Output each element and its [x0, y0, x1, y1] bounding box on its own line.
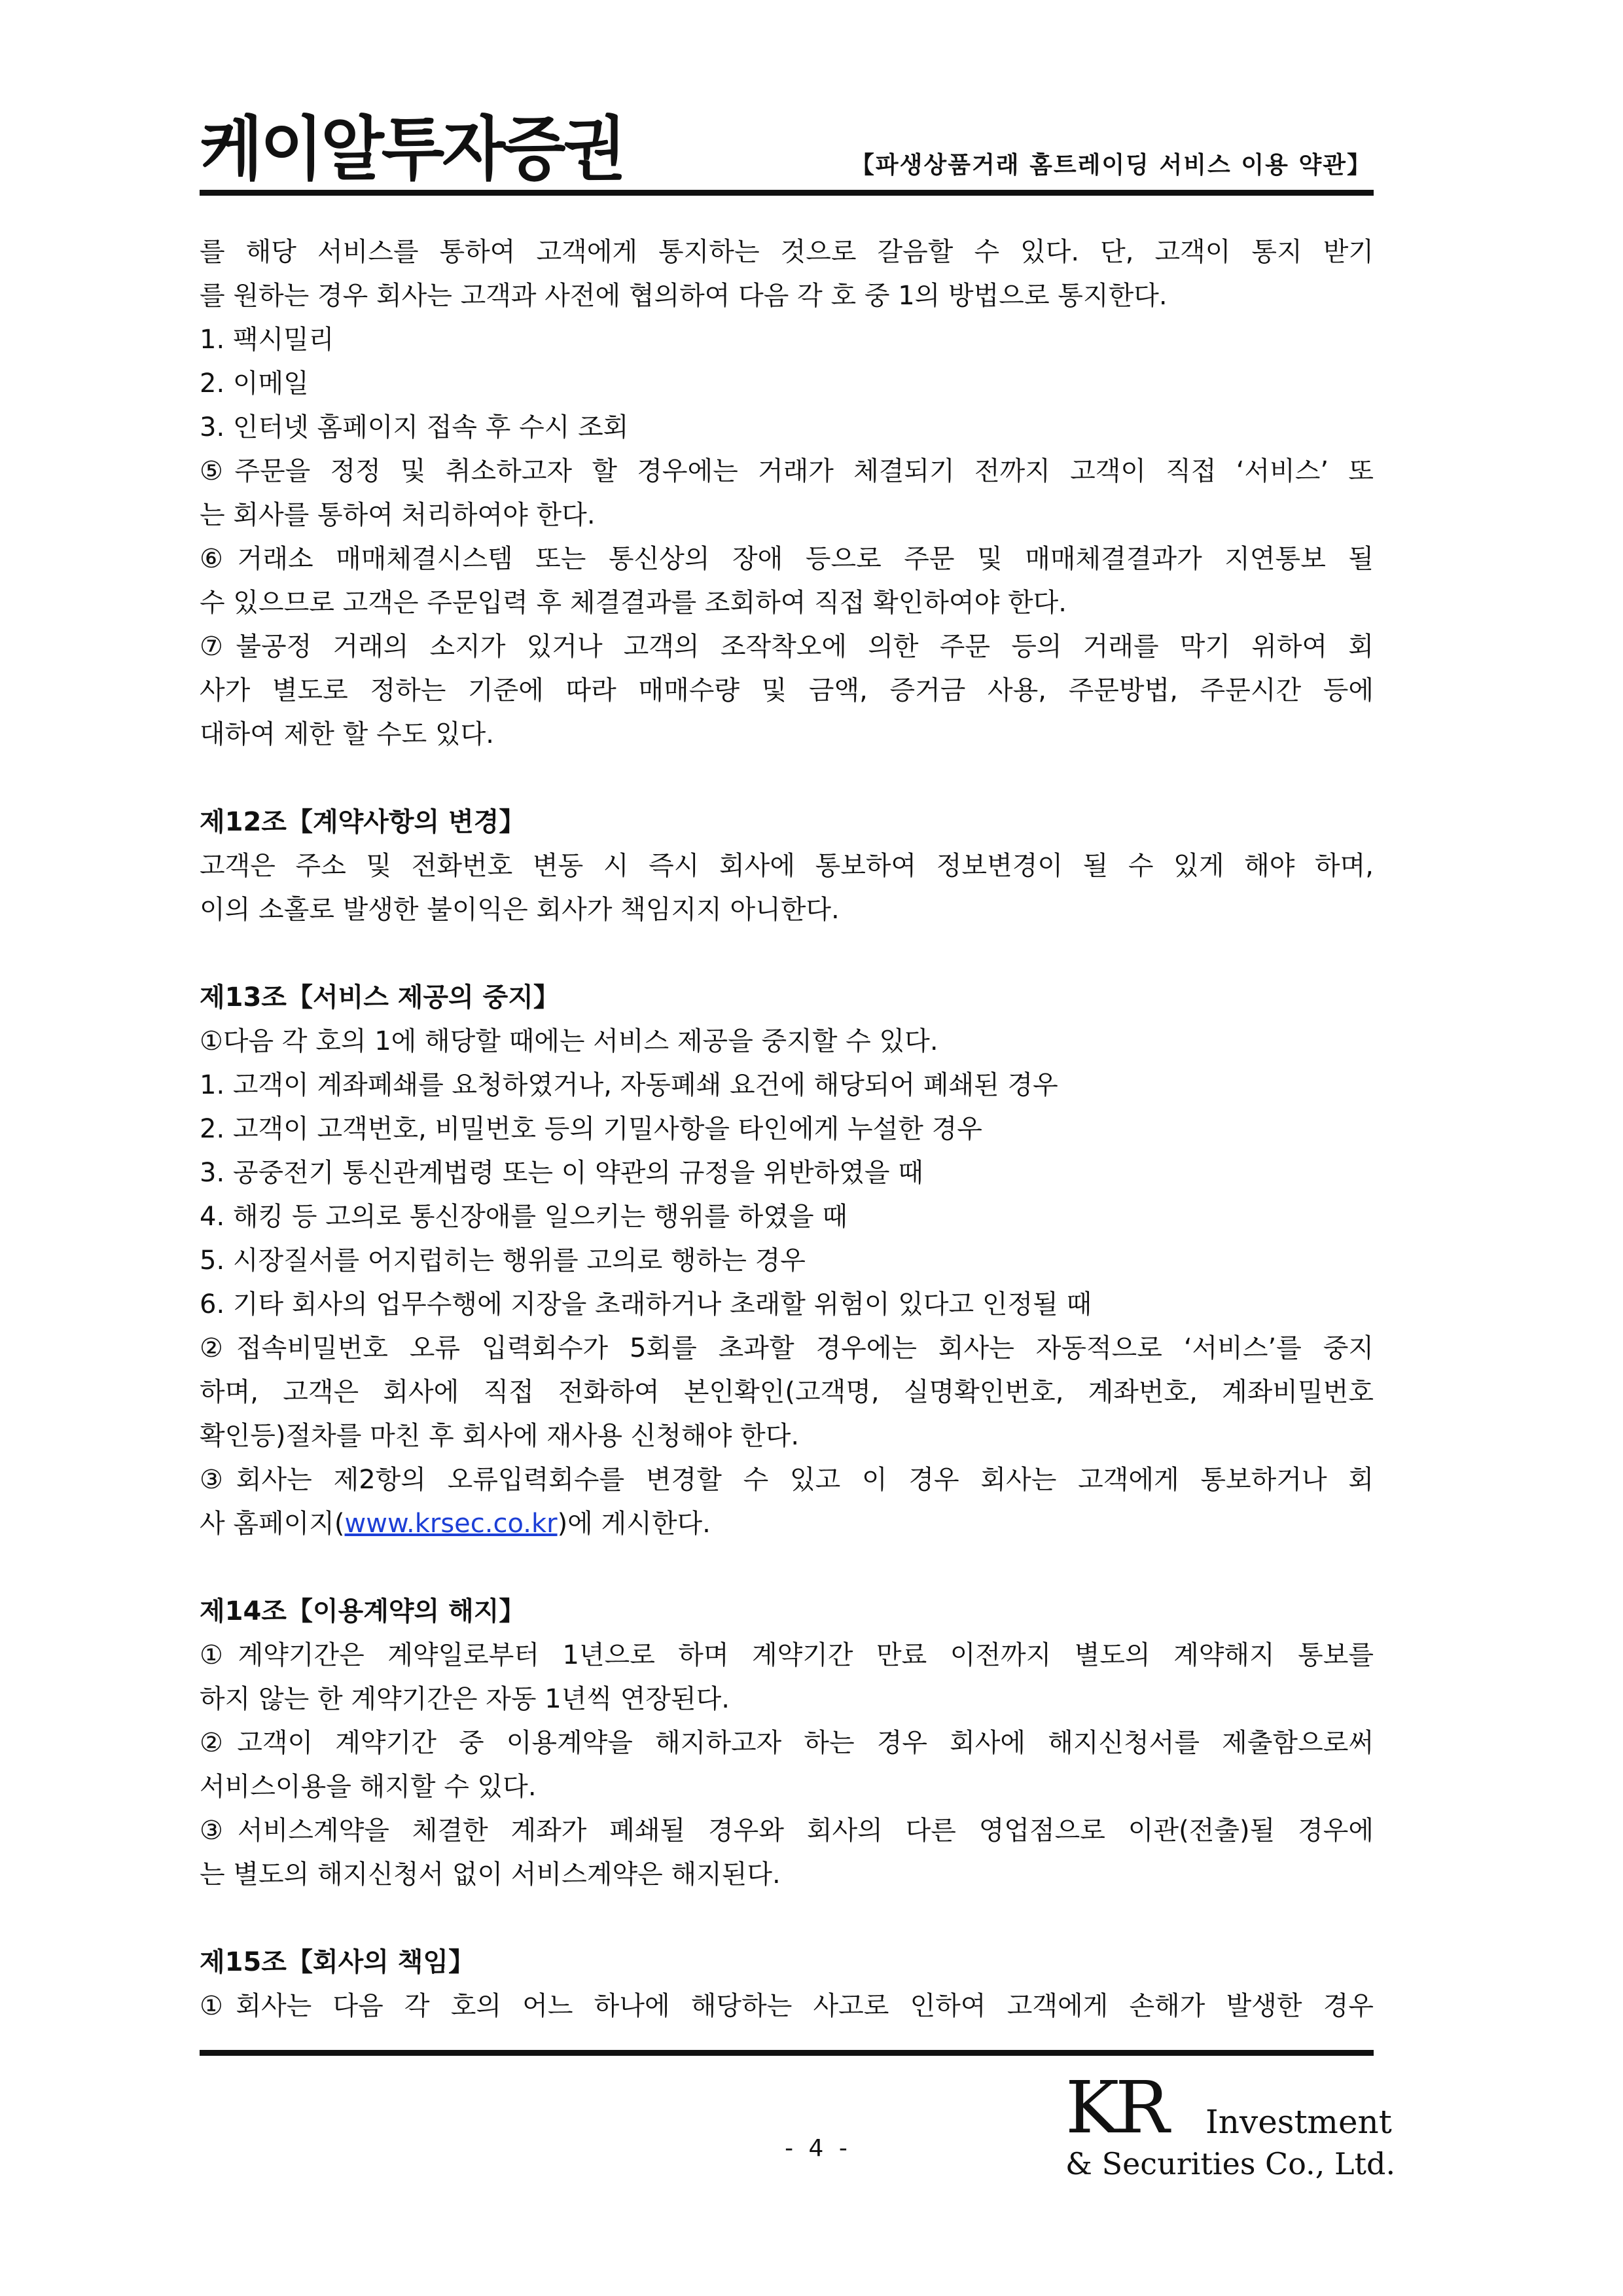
- article-12-heading: 제12조【계약사항의 변경】: [200, 807, 526, 837]
- text-line: 수 있으므로 고객은 주문입력 후 체결결과를 조회하여 직접 확인하여야 한다.: [200, 588, 1067, 618]
- article-15-heading: 제15조【회사의 책임】: [200, 1947, 475, 1977]
- text-line: ⑤주문을 정정 및 취소하고자 할 경우에는 거래가 체결되기 전까지 고객이 직접 ‘서비스’ 또: [200, 456, 1374, 486]
- text-line: 서비스이용을 해지할 수 있다.: [200, 1772, 537, 1802]
- text-line: 하며, 고객은 회사에 직접 전화하여 본인확인(고객명, 실명확인번호, 계좌번호, 계좌비밀번호: [200, 1377, 1374, 1407]
- list-item: 3. 공중전기 통신관계법령 또는 이 약관의 규정을 위반하였을 때: [200, 1158, 923, 1188]
- text-line: ①다음 각 호의 1에 해당할 때에는 서비스 제공을 중지할 수 있다.: [200, 1026, 938, 1056]
- article-13-heading: 제13조【서비스 제공의 중지】: [200, 982, 560, 1013]
- text-line: 이의 소홀로 발생한 불이익은 회사가 책임지지 아니한다.: [200, 895, 840, 925]
- document-title: 【파생상품거래 홈트레이딩 서비스 이용 약관】: [850, 152, 1372, 179]
- text-line: ③서비스계약을 체결한 계좌가 폐쇄될 경우와 회사의 다른 영업점으로 이관(전출)될 경우에: [200, 1816, 1374, 1846]
- text-line: 사가 별도로 정하는 기준에 따라 매매수량 및 금액, 증거금 사용, 주문방법, 주문시간 등에: [200, 675, 1374, 706]
- text-line: 를 원하는 경우 회사는 고객과 사전에 협의하여 다음 각 호 중 1의 방법으로 통지한다.: [200, 281, 1168, 311]
- list-item: 1. 고객이 계좌폐쇄를 요청하였거나, 자동폐쇄 요건에 해당되어 폐쇄된 경우: [200, 1070, 1058, 1100]
- text-line: 고객은 주소 및 전화번호 변동 시 즉시 회사에 통보하여 정보변경이 될 수 있게 해야 하며,: [200, 851, 1374, 881]
- text-line: ⑥거래소 매매체결시스템 또는 통신상의 장애 등으로 주문 및 매매체결결과가 지연통보 될: [200, 544, 1374, 574]
- text-line: ①계약기간은 계약일로부터 1년으로 하며 계약기간 만료 이전까지 별도의 계약해지 통보를: [200, 1640, 1374, 1670]
- brand-securities: & Securities Co., Ltd.: [1065, 2146, 1396, 2181]
- article-14-heading: 제14조【이용계약의 해지】: [200, 1596, 526, 1626]
- page-number: - 4 -: [785, 2135, 851, 2162]
- text-line: 는 회사를 통하여 처리하여야 한다.: [200, 500, 596, 530]
- header-divider: [200, 190, 1374, 196]
- text-line: ⑦불공정 거래의 소지가 있거나 고객의 조작착오에 의한 주문 등의 거래를 막기 위하여 회: [200, 632, 1374, 662]
- text-line: [200, 1502, 1374, 1546]
- text-line: ②접속비밀번호 오류 입력회수가 5회를 초과할 경우에는 회사는 자동적으로 ‘서비스’를 중지: [200, 1333, 1374, 1363]
- text-line: 하지 않는 한 계약기간은 자동 1년씩 연장된다.: [200, 1684, 730, 1714]
- text-line: 를 해당 서비스를 통하여 고객에게 통지하는 것으로 갈음할 수 있다. 단, 고객이 통지 받기: [200, 237, 1374, 267]
- list-item: 1. 팩시밀리: [200, 325, 334, 355]
- text-fragment: 사 홈페이지(: [200, 1509, 345, 1539]
- brand-kr: KR: [1065, 2066, 1166, 2149]
- text-line: 는 별도의 해지신청서 없이 서비스계약은 해지된다.: [200, 1859, 781, 1890]
- list-item: 2. 이메일: [200, 368, 309, 399]
- text-line: 대하여 제한 할 수도 있다.: [200, 719, 494, 749]
- list-item: 4. 해킹 등 고의로 통신장애를 일으키는 행위를 하였을 때: [200, 1202, 847, 1232]
- text-line: 확인등)절차를 마친 후 회사에 재사용 신청해야 한다.: [200, 1421, 800, 1451]
- text-line: ①회사는 다음 각 호의 어느 하나에 해당하는 사고로 인하여 고객에게 손해가 발생한 경우: [200, 1991, 1374, 2021]
- footer-divider: [200, 2050, 1374, 2056]
- text-line: ③회사는 제2항의 오류입력회수를 변경할 수 있고 이 경우 회사는 고객에게 통보하거나 회: [200, 1465, 1374, 1495]
- list-item: 3. 인터넷 홈페이지 접속 후 수시 조회: [200, 412, 629, 442]
- terms-body: [200, 230, 1374, 2028]
- company-logo: 케이알투자증권: [200, 108, 624, 190]
- list-item: 5. 시장질서를 어지럽히는 행위를 고의로 행하는 경우: [200, 1246, 806, 1276]
- brand-investment: Investment: [1205, 2103, 1392, 2141]
- text-fragment: )에 게시한다.: [557, 1509, 711, 1539]
- list-item: 6. 기타 회사의 업무수행에 지장을 초래하거나 초래할 위험이 있다고 인정될 때: [200, 1289, 1092, 1319]
- homepage-link[interactable]: www.krsec.co.kr: [344, 1509, 558, 1539]
- list-item: 2. 고객이 고객번호, 비밀번호 등의 기밀사항을 타인에게 누설한 경우: [200, 1114, 982, 1144]
- text-line: ②고객이 계약기간 중 이용계약을 해지하고자 하는 경우 회사에 해지신청서를 제출함으로써: [200, 1728, 1374, 1758]
